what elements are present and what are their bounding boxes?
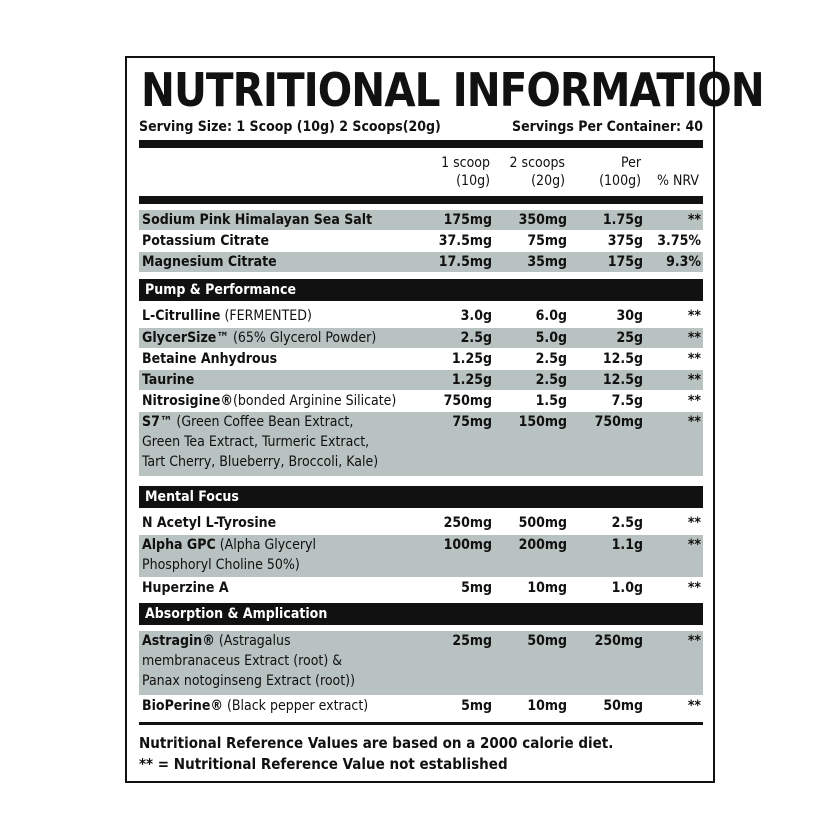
value-2scoops: 1.5g <box>535 393 567 409</box>
value-per100g: 30g <box>616 308 643 324</box>
value-nrv: ** <box>687 212 701 228</box>
row-name: N Acetyl L-Tyrosine <box>142 515 277 531</box>
row-name: Taurine <box>142 372 195 388</box>
value-nrv: ** <box>687 698 701 714</box>
value-per100g: 250mg <box>594 633 643 649</box>
table-row <box>139 370 703 390</box>
table-row <box>139 513 703 534</box>
value-2scoops: 10mg <box>527 580 567 596</box>
value-1scoop: 37.5mg <box>438 233 492 249</box>
col-1scoop-label: 1 scoop <box>441 155 490 171</box>
col-header-nrv: % NRV <box>657 173 699 189</box>
thick-divider <box>139 196 703 204</box>
value-2scoops: 35mg <box>527 254 567 270</box>
row-name: BioPerine® (Black pepper extract) <box>142 698 369 714</box>
thick-divider <box>139 140 703 148</box>
row-name: S7™ (Green Coffee Bean Extract, Green Tea Extract, Turmeric Extract, Tart Cherry, Blueberry, Broccoli, Kale) <box>142 414 379 470</box>
row-name: Magnesium Citrate <box>142 254 277 270</box>
serving-info <box>139 119 703 135</box>
value-nrv: ** <box>687 308 701 324</box>
table-row <box>139 252 703 272</box>
row-name: Sodium Pink Himalayan Sea Salt <box>142 212 373 228</box>
value-nrv: ** <box>687 537 701 553</box>
col-header-2scoops <box>510 154 565 190</box>
row-name: Astragin® (Astragalus membranaceus Extract (root) & Panax notoginseng Extract (root)) <box>142 633 355 689</box>
table-row <box>139 349 703 369</box>
value-2scoops: 75mg <box>527 233 567 249</box>
value-nrv: ** <box>687 393 701 409</box>
table-row <box>139 412 703 476</box>
value-nrv: ** <box>687 351 701 367</box>
footnote-nrv-basis: Nutritional Reference Values are based on a 2000 calorie diet. <box>139 734 614 752</box>
value-per100g: 750mg <box>594 414 643 430</box>
value-per100g: 1.0g <box>611 580 643 596</box>
value-1scoop: 17.5mg <box>438 254 492 270</box>
value-2scoops: 350mg <box>518 212 567 228</box>
table-row <box>139 210 703 230</box>
value-1scoop: 3.0g <box>460 308 492 324</box>
col-2scoops-weight: (20g) <box>531 173 565 189</box>
row-name: L-Citrulline (FERMENTED) <box>142 308 312 324</box>
value-per100g: 2.5g <box>611 515 643 531</box>
col-per100g-weight: (100g) <box>599 173 641 189</box>
col-2scoops-label: 2 scoops <box>509 155 565 171</box>
value-1scoop: 1.25g <box>451 372 492 388</box>
table-row <box>139 578 703 598</box>
value-per100g: 50mg <box>603 698 643 714</box>
value-1scoop: 100mg <box>443 537 492 553</box>
value-1scoop: 175mg <box>443 212 492 228</box>
value-1scoop: 5mg <box>461 580 492 596</box>
value-nrv: ** <box>687 515 701 531</box>
value-1scoop: 25mg <box>452 633 492 649</box>
value-nrv: ** <box>687 330 701 346</box>
table-row <box>139 306 703 327</box>
value-2scoops: 500mg <box>518 515 567 531</box>
row-name: Alpha GPC (Alpha Glyceryl Phosphoryl Choline 50%) <box>142 537 316 573</box>
label-title: NUTRITIONAL INFORMATION <box>141 63 764 117</box>
value-nrv: ** <box>687 633 701 649</box>
table-row <box>139 696 703 716</box>
value-2scoops: 150mg <box>518 414 567 430</box>
value-2scoops: 6.0g <box>535 308 567 324</box>
footnote-nrv-not-established: ** = Nutritional Reference Value not established <box>139 755 508 773</box>
value-per100g: 1.75g <box>602 212 643 228</box>
value-2scoops: 10mg <box>527 698 567 714</box>
table-row <box>139 231 703 251</box>
table-row <box>139 328 703 348</box>
section-header-absorption: Absorption & Amplication <box>139 603 703 625</box>
value-1scoop: 1.25g <box>451 351 492 367</box>
value-nrv: 3.75% <box>657 233 701 249</box>
col-1scoop-weight: (10g) <box>456 173 490 189</box>
col-header-per100g <box>599 154 641 190</box>
value-1scoop: 250mg <box>443 515 492 531</box>
nutrition-label <box>125 56 764 783</box>
col-per100g-label: Per <box>620 155 641 171</box>
serving-size: Serving Size: 1 Scoop (10g) 2 Scoops(20g) <box>139 119 441 135</box>
value-2scoops: 2.5g <box>535 351 567 367</box>
value-1scoop: 75mg <box>452 414 492 430</box>
row-name: Nitrosigine®(bonded Arginine Silicate) <box>142 393 397 409</box>
value-2scoops: 50mg <box>527 633 567 649</box>
table-row <box>139 391 703 411</box>
value-per100g: 375g <box>607 233 643 249</box>
table-row <box>139 535 703 577</box>
bottom-divider <box>139 722 703 725</box>
row-name: Betaine Anhydrous <box>142 351 278 367</box>
value-nrv: ** <box>687 580 701 596</box>
value-1scoop: 750mg <box>443 393 492 409</box>
section-header-pump: Pump & Performance <box>139 279 703 301</box>
row-name: Potassium Citrate <box>142 233 270 249</box>
value-nrv: 9.3% <box>666 254 701 270</box>
section-header-mental: Mental Focus <box>139 486 703 508</box>
value-1scoop: 2.5g <box>460 330 492 346</box>
servings-per-container: Servings Per Container: 40 <box>512 119 703 135</box>
value-1scoop: 5mg <box>461 698 492 714</box>
row-name: GlycerSize™ (65% Glycerol Powder) <box>142 330 377 346</box>
value-per100g: 175g <box>607 254 643 270</box>
col-header-1scoop <box>441 154 490 190</box>
row-name: Huperzine A <box>142 580 229 596</box>
table-row <box>139 631 703 695</box>
value-per100g: 12.5g <box>602 372 643 388</box>
value-nrv: ** <box>687 372 701 388</box>
value-per100g: 1.1g <box>611 537 643 553</box>
value-per100g: 7.5g <box>611 393 643 409</box>
value-2scoops: 200mg <box>518 537 567 553</box>
value-per100g: 25g <box>616 330 643 346</box>
value-nrv: ** <box>687 414 701 430</box>
value-per100g: 12.5g <box>602 351 643 367</box>
value-2scoops: 5.0g <box>535 330 567 346</box>
value-2scoops: 2.5g <box>535 372 567 388</box>
